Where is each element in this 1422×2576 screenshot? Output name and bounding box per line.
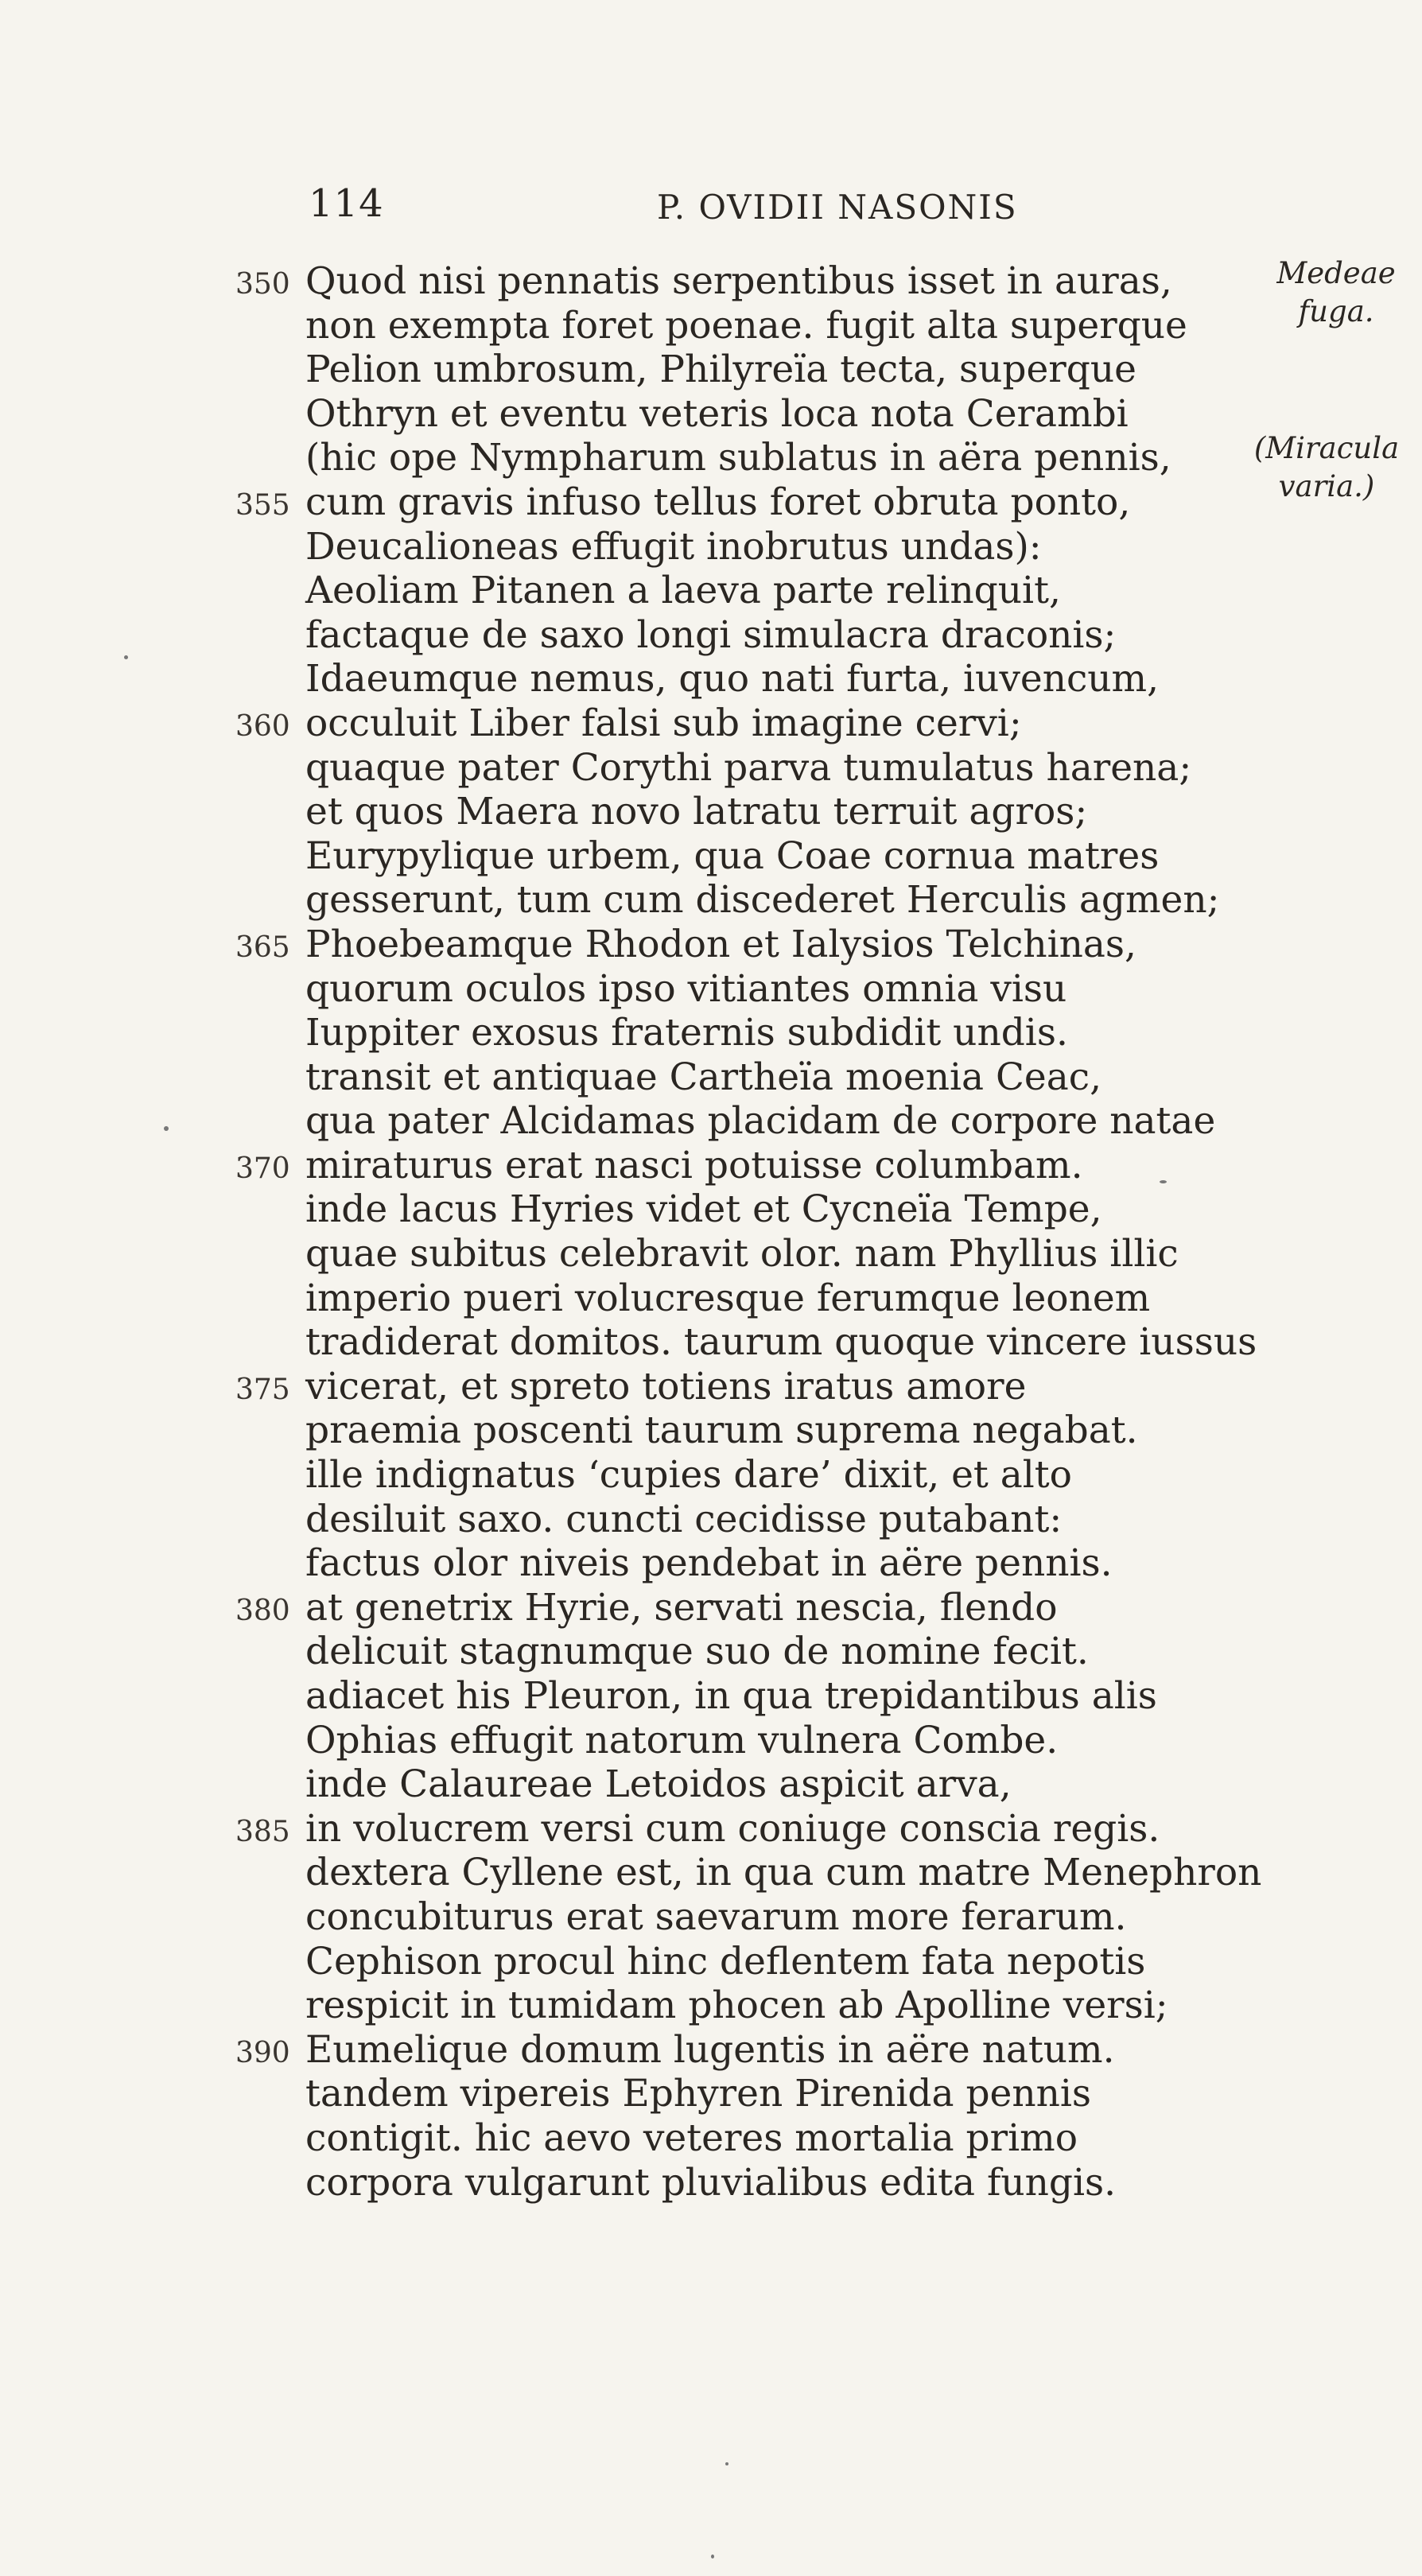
line-text: imperio pueri volucresque ferumque leonem (305, 1276, 1151, 1320)
verse-line (0, 1940, 1422, 1984)
verse-line (0, 1144, 1422, 1188)
line-number: 380 (235, 1594, 290, 1627)
line-text: Eurypylique urbem, qua Coae cornua matres (305, 833, 1160, 878)
running-title: P. OVIDII NASONIS (657, 188, 1018, 227)
line-text: Phoebeamque Rhodon et Ialysios Telchinas, (305, 922, 1136, 966)
verse-line (0, 1276, 1422, 1321)
verse-line (0, 1541, 1422, 1586)
line-number: 350 (235, 268, 290, 301)
sidenote-medeae-fuga (1257, 254, 1416, 331)
line-number: 355 (235, 488, 290, 522)
line-text: Othryn et eventu veteris loca nota Cerambi (305, 391, 1129, 436)
line-text: concubiturus erat saevarum more ferarum. (305, 1894, 1127, 1939)
verse-line (0, 1762, 1422, 1807)
line-text: Ophias effugit natorum vulnera Combe. (305, 1718, 1059, 1762)
line-text: Iuppiter exosus fraternis subdidit undis. (305, 1011, 1068, 1055)
verse-line (0, 1187, 1422, 1232)
verse-line (0, 701, 1422, 746)
print-speck (124, 655, 128, 659)
verse-line (0, 436, 1422, 480)
line-text: tandem vipereis Ephyren Pirenida pennis (305, 2072, 1092, 2116)
line-text: Quod nisi pennatis serpentibus isset in auras, (305, 259, 1172, 303)
line-text: dextera Cyllene est, in qua cum matre Menephron (305, 1851, 1262, 1895)
verse-line (0, 480, 1422, 525)
page-number: 114 (309, 181, 384, 226)
line-text: at genetrix Hyrie, servati nescia, flendo (305, 1585, 1058, 1630)
verse-line (0, 834, 1422, 879)
line-text: inde lacus Hyries videt et Cycneïa Tempe, (305, 1187, 1102, 1232)
verse-line (0, 923, 1422, 967)
print-speck (164, 1126, 169, 1131)
line-text: corpora vulgarunt pluvialibus edita fungis. (305, 2160, 1117, 2205)
verse-line (0, 1011, 1422, 1055)
verse-line (0, 1099, 1422, 1144)
verse-line (0, 304, 1422, 348)
line-text: factus olor niveis pendebat in aëre pennis. (305, 1541, 1113, 1586)
verse-line (0, 1719, 1422, 1763)
verse-line (0, 1807, 1422, 1851)
verse-line (0, 1453, 1422, 1498)
verse-line (0, 1851, 1422, 1895)
line-text: miraturus erat nasci potuisse columbam. (305, 1143, 1083, 1187)
verse-line (0, 613, 1422, 658)
line-text: gesserunt, tum cum discederet Herculis agmen; (305, 878, 1220, 923)
verse-line (0, 746, 1422, 791)
page-header (309, 181, 1263, 237)
verse-line (0, 1586, 1422, 1630)
verse-line (0, 569, 1422, 613)
line-number: 385 (235, 1815, 290, 1848)
line-number: 365 (235, 931, 290, 964)
verse-line (0, 2028, 1422, 2073)
line-text: contigit. hic aevo veteres mortalia primo (305, 2116, 1078, 2160)
verse-line (0, 1055, 1422, 1100)
line-text: Deucalioneas effugit inobrutus undas): (305, 524, 1042, 569)
line-text: Pelion umbrosum, Philyreïa tecta, superque (305, 348, 1136, 392)
line-text: Idaeumque nemus, quo nati furta, iuvencum, (305, 657, 1160, 701)
line-text: Aeoliam Pitanen a laeva parte relinquit, (305, 569, 1061, 613)
line-number: 360 (235, 709, 290, 743)
line-text: qua pater Alcidamas placidam de corpore natae (305, 1099, 1216, 1144)
print-speck (725, 2462, 728, 2465)
line-text: tradiderat domitos. taurum quoque vincere iussus (305, 1320, 1257, 1365)
verse-line (0, 1674, 1422, 1719)
line-text: non exempta foret poenae. fugit alta superque (305, 303, 1187, 348)
line-text: factaque de saxo longi simulacra draconis; (305, 612, 1117, 657)
sidenote-line: varia.) (1278, 469, 1375, 503)
line-text: delicuit stagnumque suo de nomine fecit. (305, 1630, 1089, 1674)
line-text: quorum oculos ipso vitiantes omnia visu (305, 966, 1067, 1011)
verse-line (0, 790, 1422, 834)
verse-line (0, 1365, 1422, 1409)
verse-line (0, 2072, 1422, 2116)
line-text: Eumelique domum lugentis in aëre natum. (305, 2027, 1115, 2072)
verse-line (0, 878, 1422, 923)
verse-line (0, 1895, 1422, 1940)
sidenote-line: fuga. (1298, 294, 1374, 328)
line-text: occuluit Liber falsi sub imagine cervi; (305, 701, 1022, 745)
line-text: (hic ope Nympharum sublatus in aëra pennis, (305, 436, 1171, 480)
verse-line (0, 2116, 1422, 2161)
print-speck (711, 2555, 714, 2559)
line-number: 390 (235, 2036, 290, 2069)
verse-line (0, 1498, 1422, 1542)
line-text: quae subitus celebravit olor. nam Phyllius illic (305, 1232, 1179, 1276)
line-text: in volucrem versi cum coniuge conscia regis. (305, 1806, 1160, 1851)
verse-line (0, 392, 1422, 437)
verse-line (0, 2161, 1422, 2205)
verse-line (0, 1232, 1422, 1276)
line-text: quaque pater Corythi parva tumulatus harena; (305, 745, 1192, 790)
sidenote-miracula-varia (1231, 429, 1422, 506)
verse-block (0, 259, 1422, 2205)
line-text: desiluit saxo. cuncti cecidisse putabant: (305, 1497, 1063, 1541)
verse-line (0, 967, 1422, 1012)
verse-line (0, 259, 1422, 304)
verse-line (0, 1630, 1422, 1674)
verse-line (0, 1983, 1422, 2028)
verse-line (0, 657, 1422, 701)
line-number: 375 (235, 1373, 290, 1406)
line-text: inde Calaureae Letoidos aspicit arva, (305, 1762, 1012, 1807)
line-text: ille indignatus ‘cupies dare’ dixit, et alto (305, 1453, 1072, 1498)
line-number: 370 (235, 1152, 290, 1185)
line-text: transit et antiquae Cartheïa moenia Ceac, (305, 1055, 1102, 1099)
line-text: vicerat, et spreto totiens iratus amore (305, 1364, 1027, 1408)
sidenote-line: Medeae (1276, 256, 1396, 290)
verse-line (0, 1408, 1422, 1453)
line-text: adiacet his Pleuron, in qua trepidantibus alis (305, 1674, 1157, 1718)
sidenote-line: (Miracula (1253, 431, 1400, 465)
line-text: Cephison procul hinc deflentem fata nepotis (305, 1939, 1146, 1983)
line-text: et quos Maera novo latratu terruit agros; (305, 790, 1088, 834)
line-text: praemia poscenti taurum suprema negabat. (305, 1408, 1138, 1453)
line-text: respicit in tumidam phocen ab Apolline versi; (305, 1983, 1168, 2028)
line-text: cum gravis infuso tellus foret obruta ponto, (305, 480, 1131, 524)
print-speck (1160, 1180, 1167, 1183)
verse-line (0, 348, 1422, 392)
verse-line (0, 1320, 1422, 1365)
verse-line (0, 525, 1422, 569)
